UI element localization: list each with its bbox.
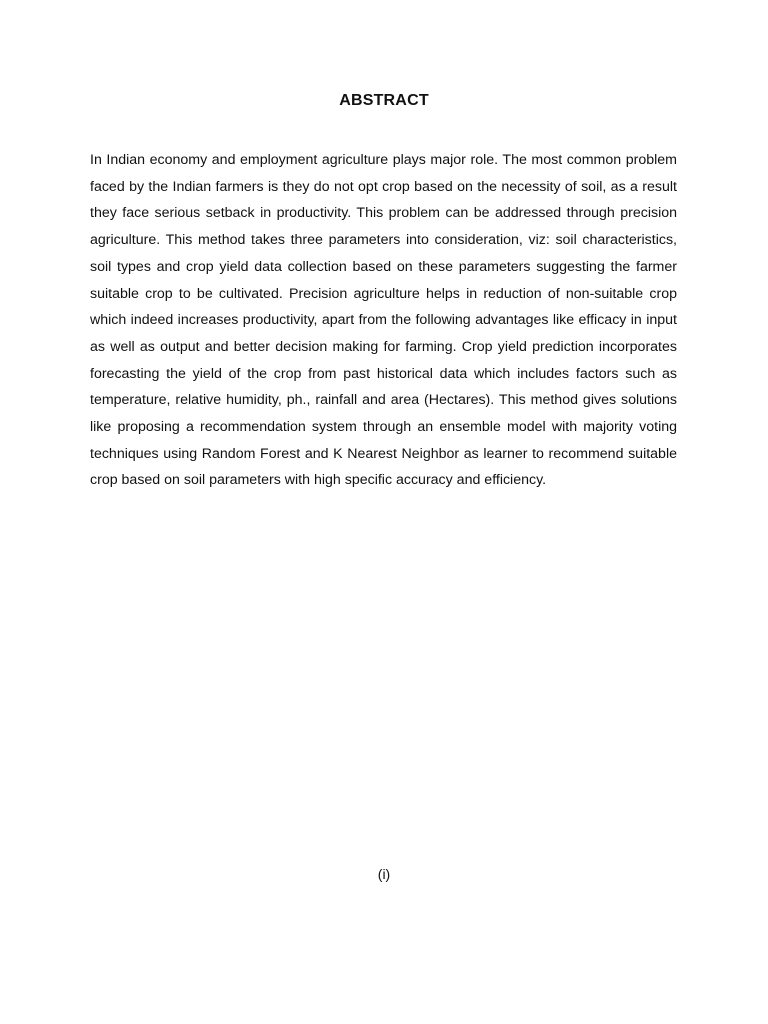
abstract-paragraph: In Indian economy and employment agriculture plays major role. The most common problem faced by the Indian farmers is they do not opt crop based on the necessity of soil, as a result they face serious setback in productivity. This problem can be addressed through precision agriculture. This method takes three parameters into consideration, viz: soil characteristics, soil types and crop yield data collection based on these parameters suggesting the farmer suitable crop to be cultivated. Precision agriculture helps in reduction of non-suitable crop which indeed increases productivity, apart from the following advantages like efficacy in input as well as output and better decision making for farming. Crop yield prediction incorporates forecasting the yield of the crop from past historical data which includes factors such as temperature, relative humidity, ph., rainfall and area (Hectares). This method gives solutions like proposing a recommendation system through an ensemble model with majority voting techniques using Random Forest and K Nearest Neighbor as learner to recommend suitable crop based on soil parameters with high specific accuracy and efficiency. [90, 152, 677, 489]
abstract-heading: ABSTRACT [339, 92, 429, 109]
page-number: (i) [377, 866, 391, 882]
